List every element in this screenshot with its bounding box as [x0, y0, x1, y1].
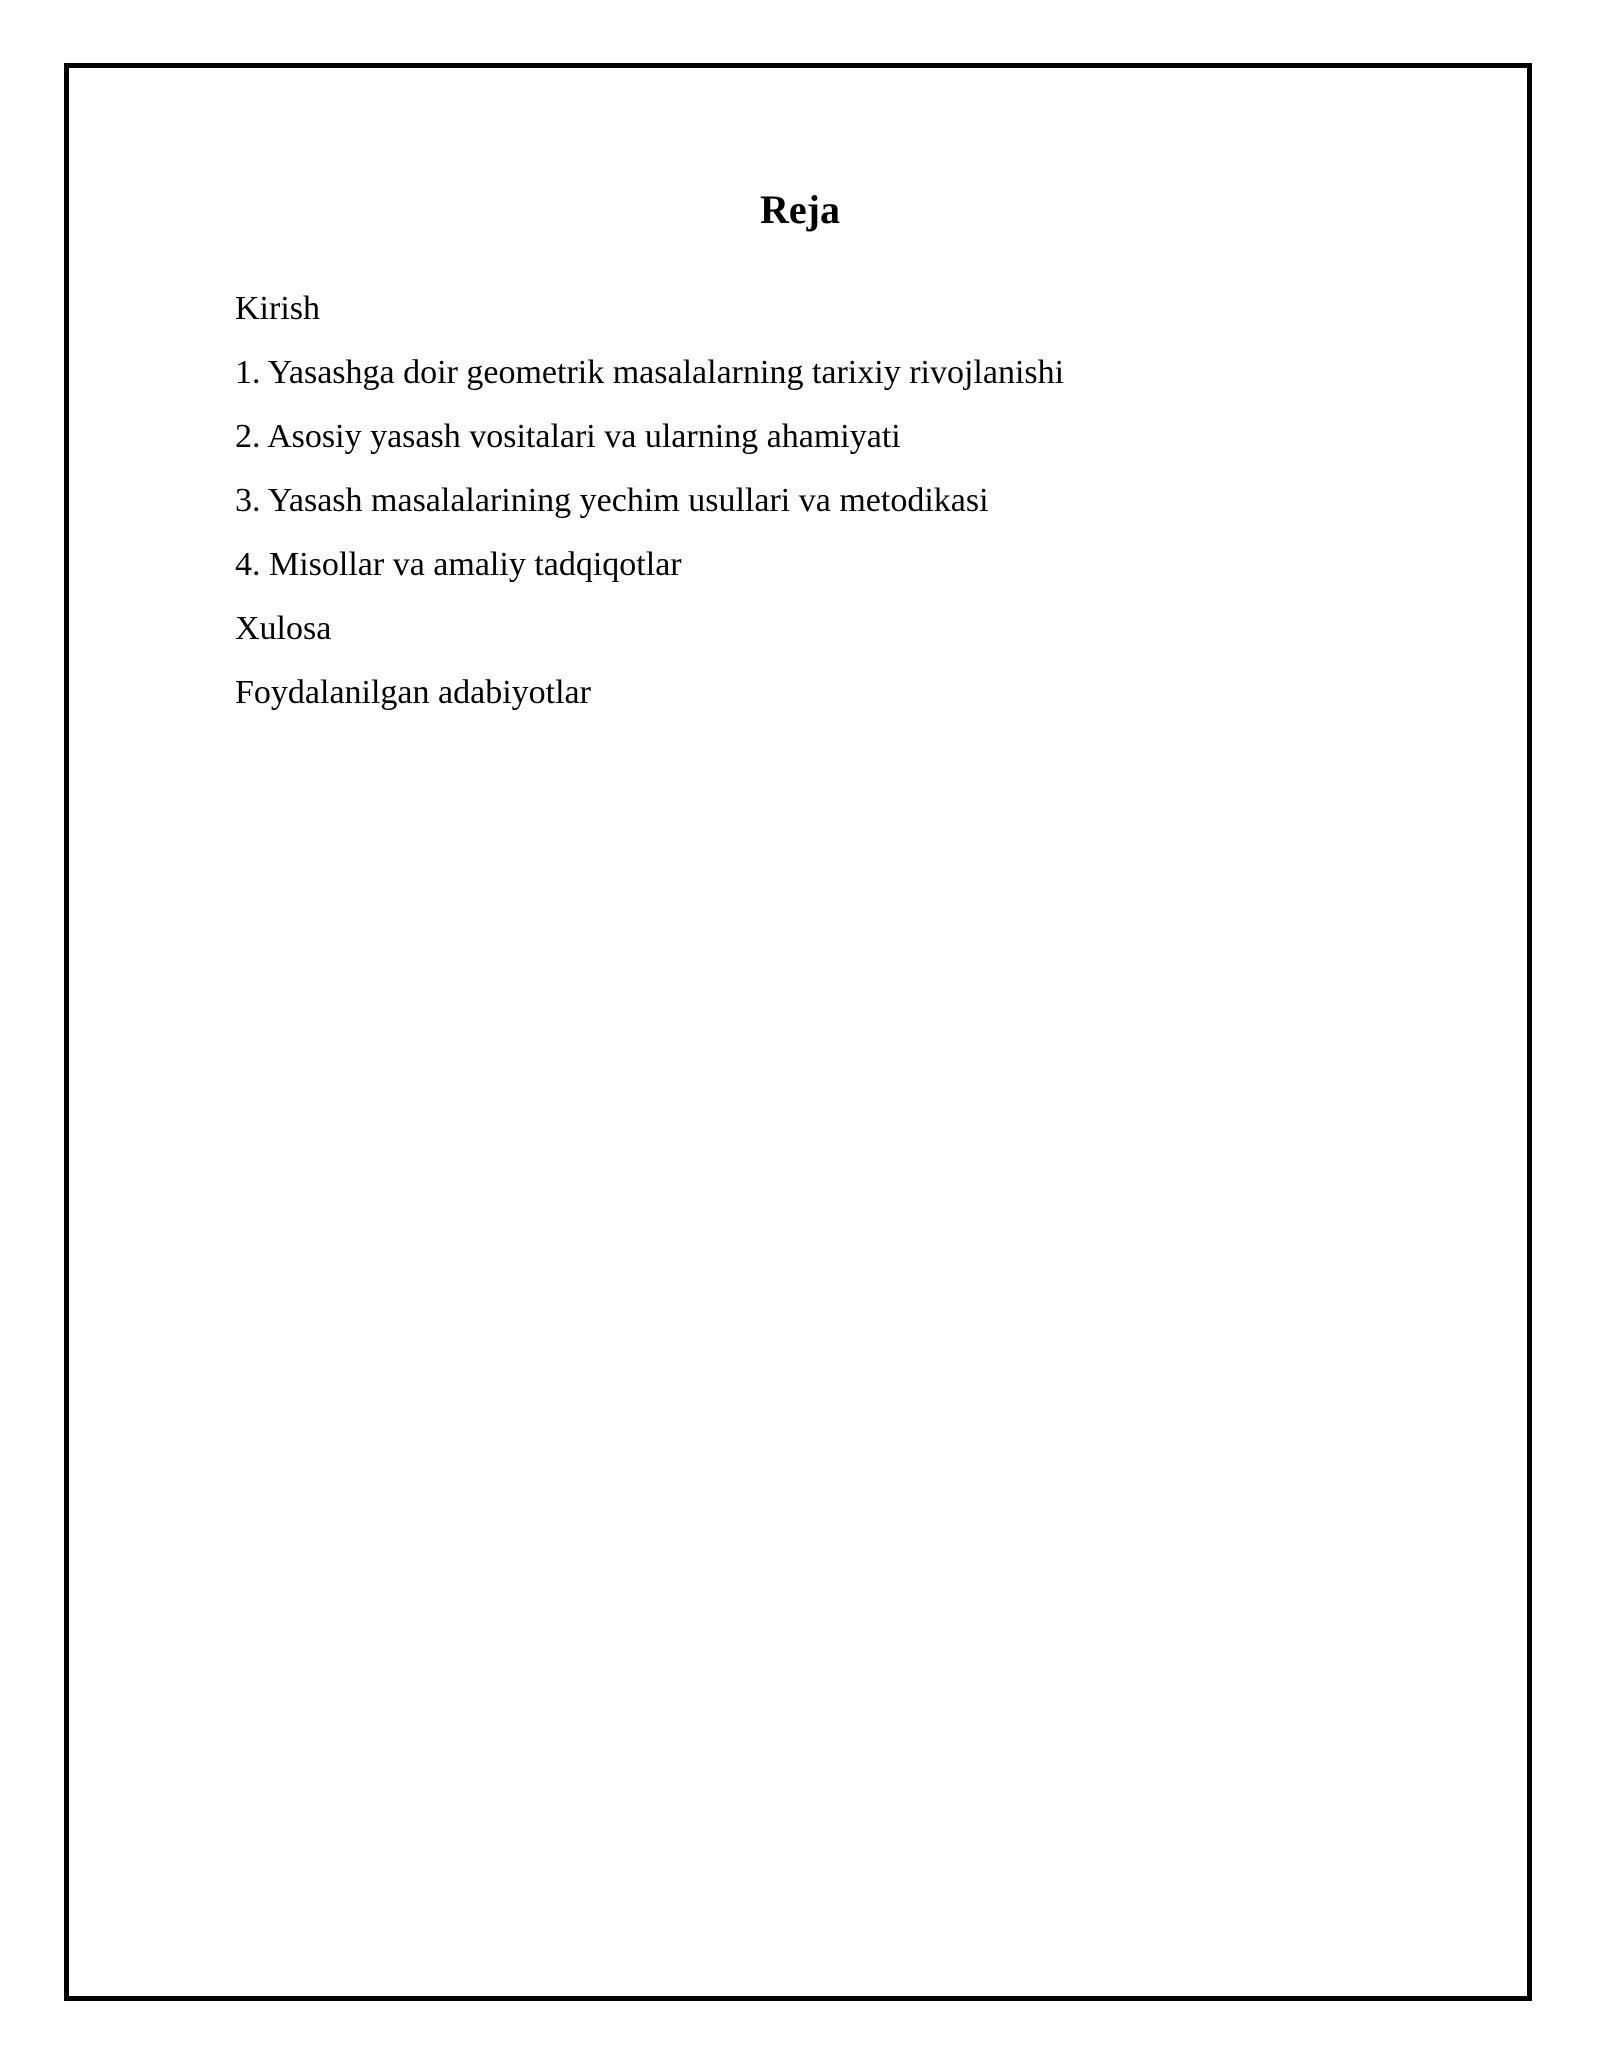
toc-item-references: Foydalanilgan adabiyotlar — [235, 674, 591, 711]
page-title: Reja — [760, 187, 840, 232]
toc-item-section-3: 3. Yasash masalalarining yechim usullari va metodikasi — [235, 482, 989, 519]
table-of-contents — [235, 289, 1064, 737]
toc-item-section-2: 2. Asosiy yasash vositalari va ularning ahamiyati — [235, 418, 901, 455]
toc-item-conclusion: Xulosa — [235, 610, 332, 647]
toc-item-section-4: 4. Misollar va amaliy tadqiqotlar — [235, 546, 682, 583]
toc-item-introduction: Kirish — [235, 290, 320, 327]
toc-item-section-1: 1. Yasashga doir geometrik masalalarning tarixiy rivojlanishi — [235, 354, 1065, 391]
